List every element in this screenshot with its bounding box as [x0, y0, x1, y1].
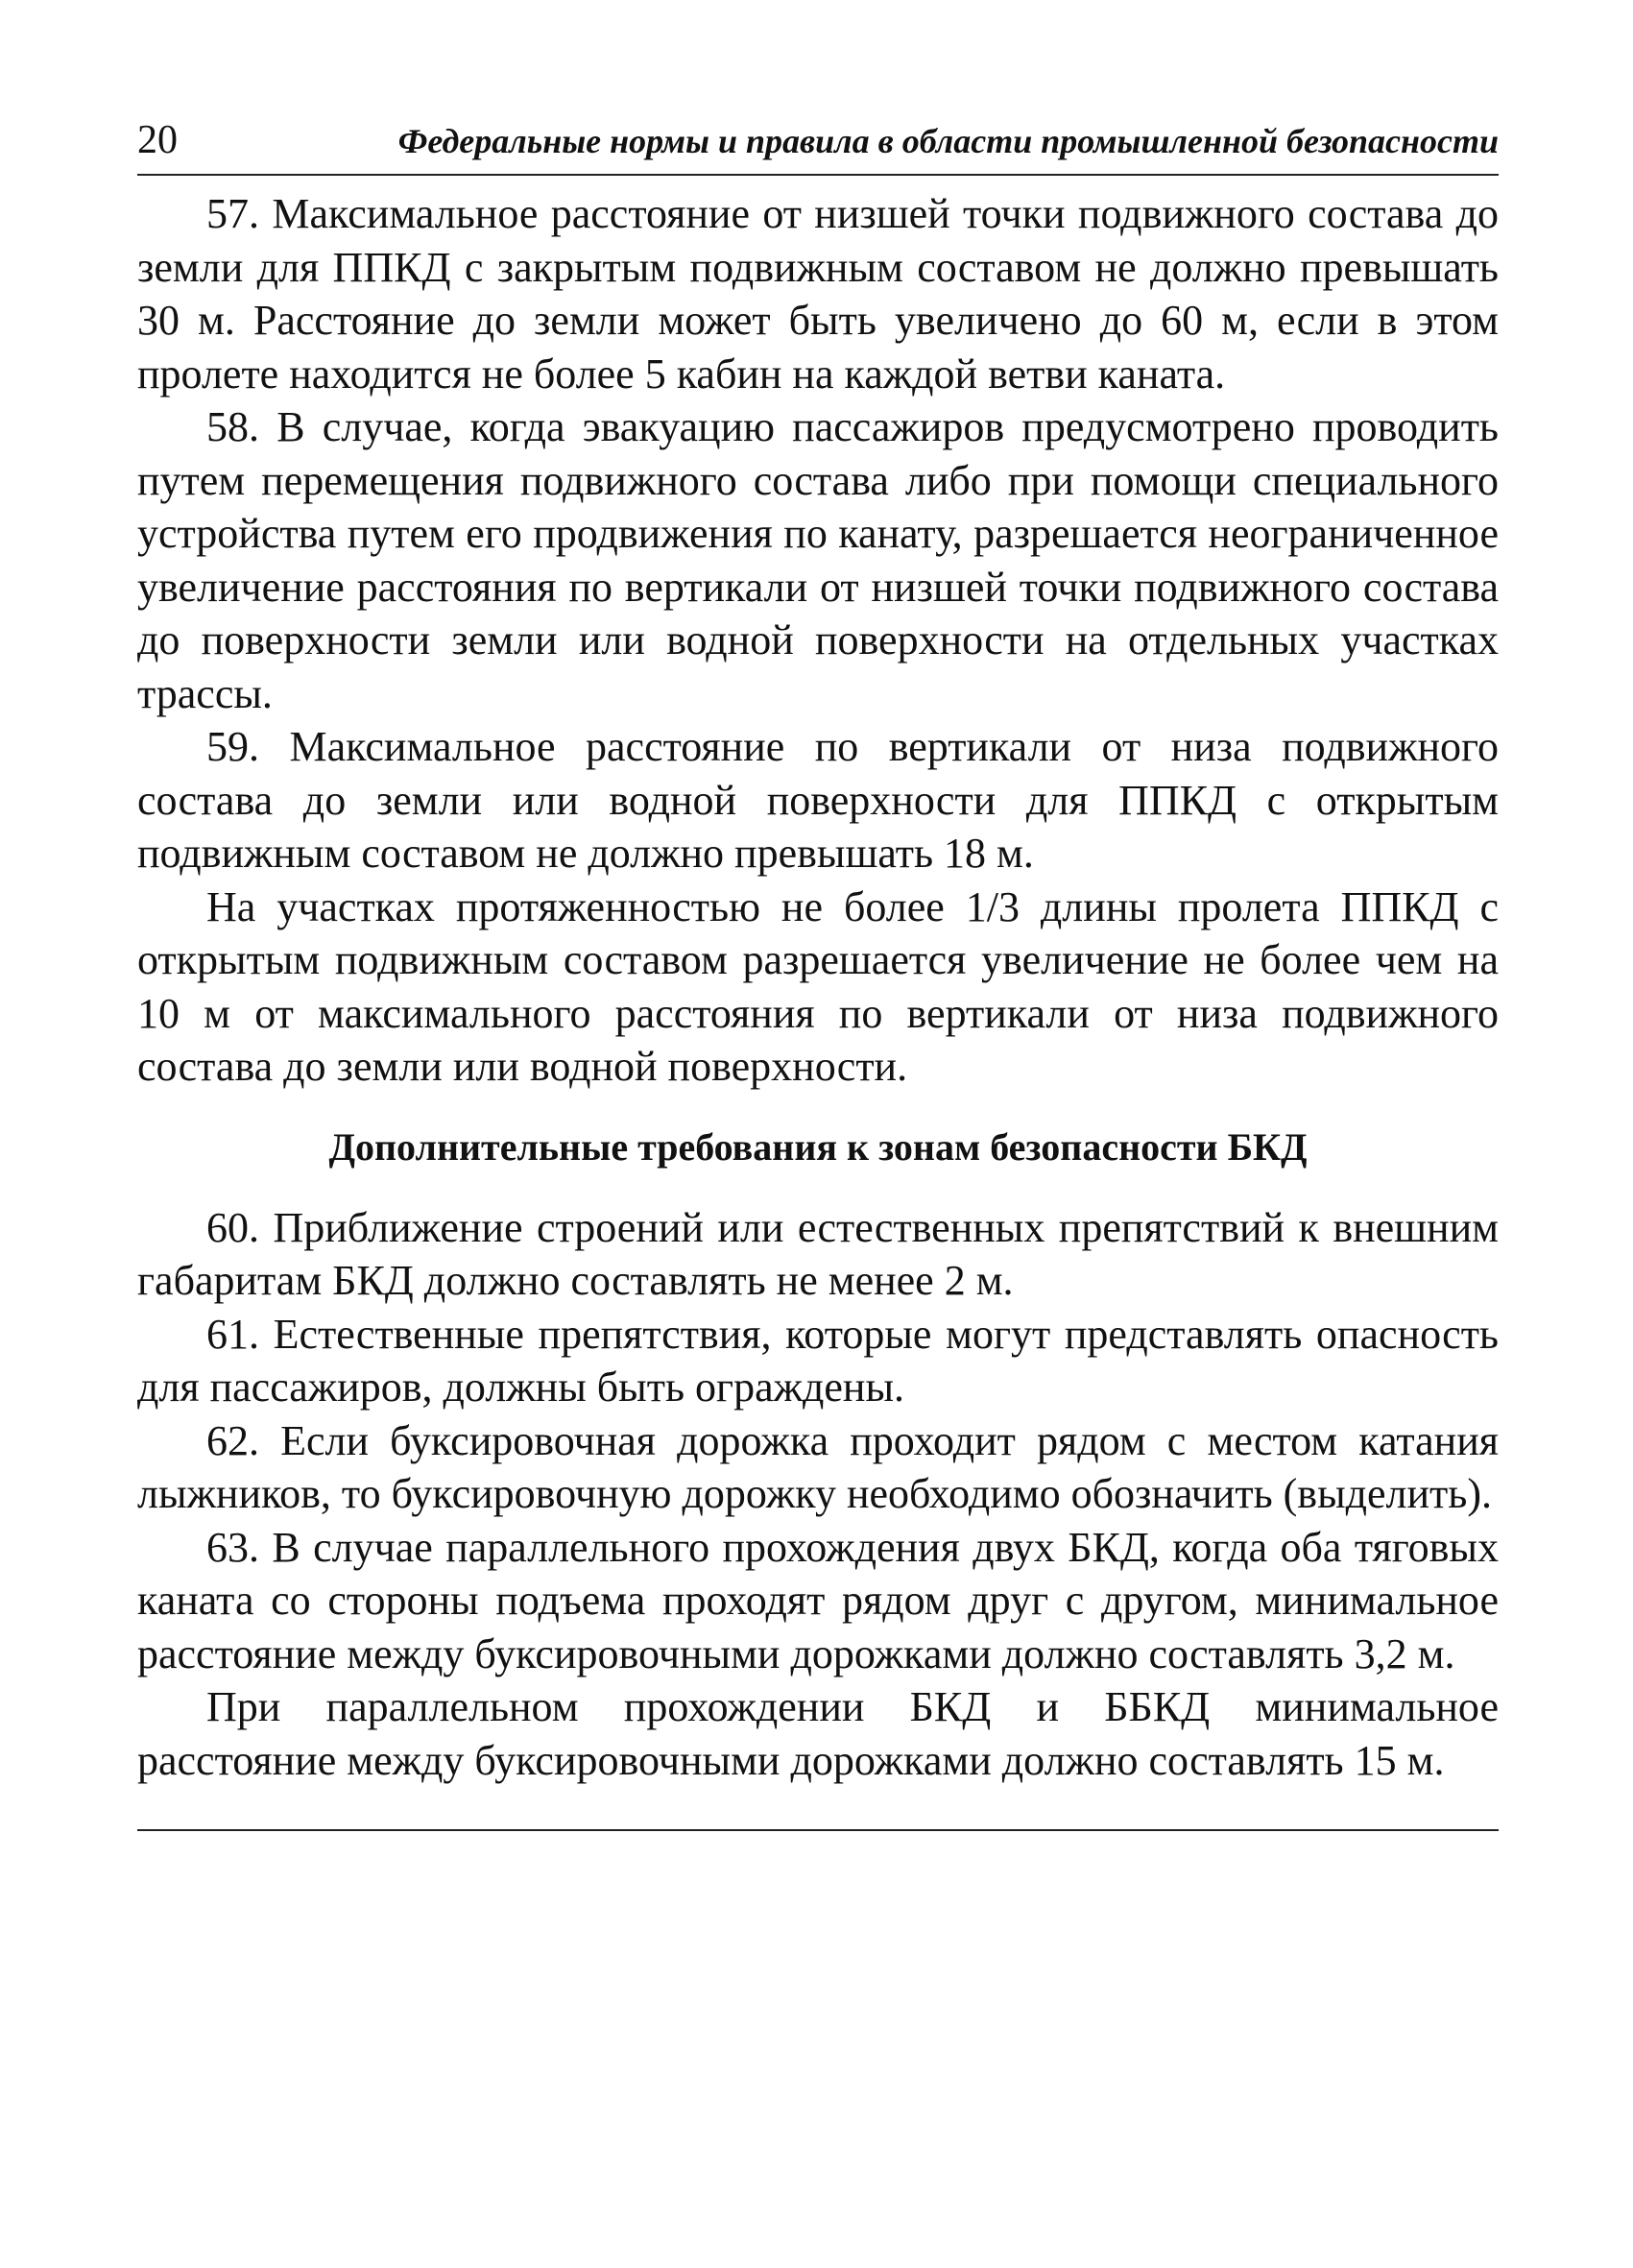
- paragraph-60: 60. Приближение строений или естественных препятствий к внешним габаритам БКД должно составлять не менее 2 м.: [137, 1203, 1499, 1304]
- paragraph-59-continuation: На участках протяженностью не более 1/3 длины пролета ППКД с открытым подвижным составом разрешается увеличение не более чем на 10 м от максимального расстояния по вертикали от низа подвижного состава до земли или водной поверхности.: [137, 882, 1499, 1090]
- paragraph-57: 57. Максимальное расстояние от низшей точки подвижного состава до земли для ППКД с закрытым подвижным составом не должно превышать 30 м. Расстояние до земли может быть увеличено до 60 м, если в этом пролете находится не более 5 кабин на каждой ветви каната.: [137, 190, 1499, 398]
- paragraph-62: 62. Если буксировочная дорожка проходит рядом с местом катания лыжников, то буксировочную дорожку необходимо обозначить (выделить).: [137, 1416, 1499, 1517]
- paragraph-61: 61. Естественные препятствия, которые могут представлять опасность для пассажиров, должны быть ограждены.: [137, 1310, 1499, 1411]
- page-number: 20: [137, 118, 178, 162]
- running-title: Федеральные нормы и правила в области промышленной безопасности: [397, 122, 1499, 160]
- paragraph-58: 58. В случае, когда эвакуацию пассажиров предусмотрено проводить путем перемещения подвижного состава либо при помощи специального устройства путем его продвижения по канату, разрешается неограниченное увеличение расстояния по вертикали от низшей точки подвижного состава до поверхности земли или водной поверхности на отдельных участках трассы.: [137, 403, 1499, 717]
- section-heading: Дополнительные требования к зонам безопасности БКД: [328, 1124, 1308, 1169]
- paragraph-59: 59. Максимальное расстояние по вертикали от низа подвижного состава до земли или водной поверхности для ППКД с открытым подвижным составом не должно превышать 18 м.: [137, 723, 1499, 877]
- body-text: [137, 187, 1499, 1787]
- running-head: [137, 120, 1499, 176]
- bottom-rule: [137, 1829, 1499, 1831]
- paragraph-63: 63. В случае параллельного прохождения двух БКД, когда оба тяговых каната со стороны подъема проходят рядом друг с другом, минимальное расстояние между буксировочными дорожками должно составлять 3,2 м.: [137, 1523, 1499, 1677]
- document-page: [137, 120, 1499, 1831]
- paragraph-63-continuation: При параллельном прохождении БКД и ББКД минимальное расстояние между буксировочными дорожками должно составлять 15 м.: [137, 1683, 1499, 1784]
